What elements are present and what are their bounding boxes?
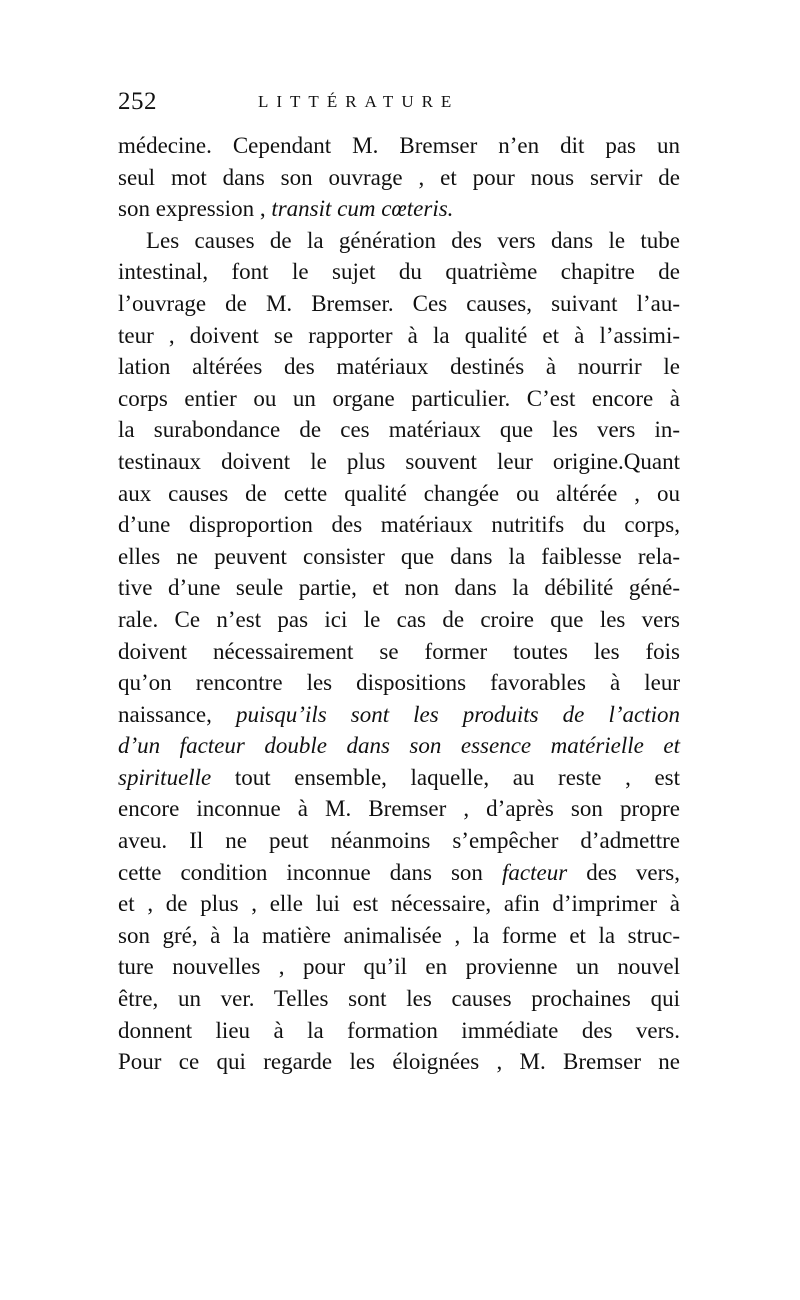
italic-text: puisqu’ils sont les produits de l’action	[235, 701, 680, 727]
text-line	[118, 320, 680, 352]
text-line	[118, 825, 680, 857]
text-segment: Pour ce qui regarde les éloignées , M. Bremser ne	[118, 1049, 680, 1075]
text-segment: elles ne peuvent consister que dans la faiblesse rela-	[118, 543, 680, 569]
text-line	[118, 509, 680, 541]
text-segment: Les causes de la génération des vers dans le tube	[146, 227, 680, 253]
body-text	[118, 130, 680, 1078]
text-line	[118, 1046, 680, 1078]
text-line	[118, 636, 680, 668]
text-line	[118, 699, 680, 731]
text-segment: doivent nécessairement se former toutes les fois	[118, 638, 680, 664]
text-segment: l’ouvrage de M. Bremser. Ces causes, suivant l’au-	[118, 290, 680, 316]
text-segment: seul mot dans son ouvrage , et pour nous servir de	[118, 164, 680, 190]
text-segment: corps entier ou un organe particulier. C’est encore à	[118, 385, 680, 411]
text-line	[118, 793, 680, 825]
text-segment: son gré, à la matière animalisée , la forme et la struc-	[118, 922, 680, 948]
text-segment: cette condition inconnue dans son	[118, 859, 502, 885]
text-line	[118, 1015, 680, 1047]
italic-text: transit cum cœteris.	[271, 196, 454, 222]
text-line	[118, 541, 680, 573]
text-line	[118, 983, 680, 1015]
text-segment: rale. Ce n’est pas ici le cas de croire que les vers	[118, 606, 680, 632]
text-segment: des vers,	[567, 859, 680, 885]
text-line	[118, 857, 680, 889]
text-line	[118, 920, 680, 952]
page-header	[118, 88, 678, 118]
text-segment: son expression ,	[118, 196, 272, 222]
text-line	[118, 351, 680, 383]
text-line	[118, 888, 680, 920]
text-line	[118, 762, 680, 794]
text-segment: lation altérées des matériaux destinés à nourrir le	[118, 354, 680, 380]
text-segment: qu’on rencontre les dispositions favorables à leur	[118, 670, 680, 696]
text-segment: testinaux doivent le plus souvent leur origine.Quant	[118, 448, 680, 474]
text-segment: teur , doivent se rapporter à la qualité et à l’assimi-	[118, 322, 680, 348]
page-number: 252	[118, 88, 157, 115]
text-line	[118, 225, 680, 257]
text-segment: être, un ver. Telles sont les causes prochaines qui	[118, 986, 680, 1012]
text-segment: tive d’une seule partie, et non dans la débilité géné-	[118, 575, 680, 601]
text-segment: encore inconnue à M. Bremser , d’après son propre	[118, 796, 680, 822]
text-line	[118, 951, 680, 983]
text-segment: aux causes de cette qualité changée ou altérée , ou	[118, 480, 680, 506]
text-segment: la surabondance de ces matériaux que les vers in-	[118, 417, 680, 443]
text-segment: naissance,	[118, 701, 236, 727]
italic-text: d’un facteur double dans son essence matérielle et	[118, 733, 680, 759]
text-line	[118, 604, 680, 636]
text-line	[118, 256, 680, 288]
text-segment: donnent lieu à la formation immédiate des vers.	[118, 1017, 680, 1043]
italic-text: facteur	[502, 859, 568, 885]
text-line	[118, 478, 680, 510]
text-segment: et , de plus , elle lui est nécessaire, afin d’imprimer à	[118, 891, 680, 917]
text-line	[118, 162, 680, 194]
text-line	[118, 572, 680, 604]
text-line	[118, 446, 680, 478]
text-line	[118, 383, 680, 415]
text-segment: tout ensemble, laquelle, au reste , est	[211, 764, 680, 790]
text-line	[118, 288, 680, 320]
running-head: LITTÉRATURE	[258, 92, 460, 111]
text-segment: aveu. Il ne peut néanmoins s’empêcher d’admettre	[118, 828, 680, 854]
text-line	[118, 130, 680, 162]
text-segment: d’une disproportion des matériaux nutritifs du corps,	[118, 512, 680, 538]
text-segment: médecine. Cependant M. Bremser n’en dit pas un	[118, 133, 680, 158]
text-line	[118, 730, 680, 762]
text-line	[118, 667, 680, 699]
text-segment: ture nouvelles , pour qu’il en provienne un nouvel	[118, 954, 680, 980]
text-line	[118, 414, 680, 446]
italic-text: spirituelle	[118, 764, 212, 790]
text-segment: intestinal, font le sujet du quatrième chapitre de	[118, 259, 680, 285]
text-line	[118, 193, 680, 225]
